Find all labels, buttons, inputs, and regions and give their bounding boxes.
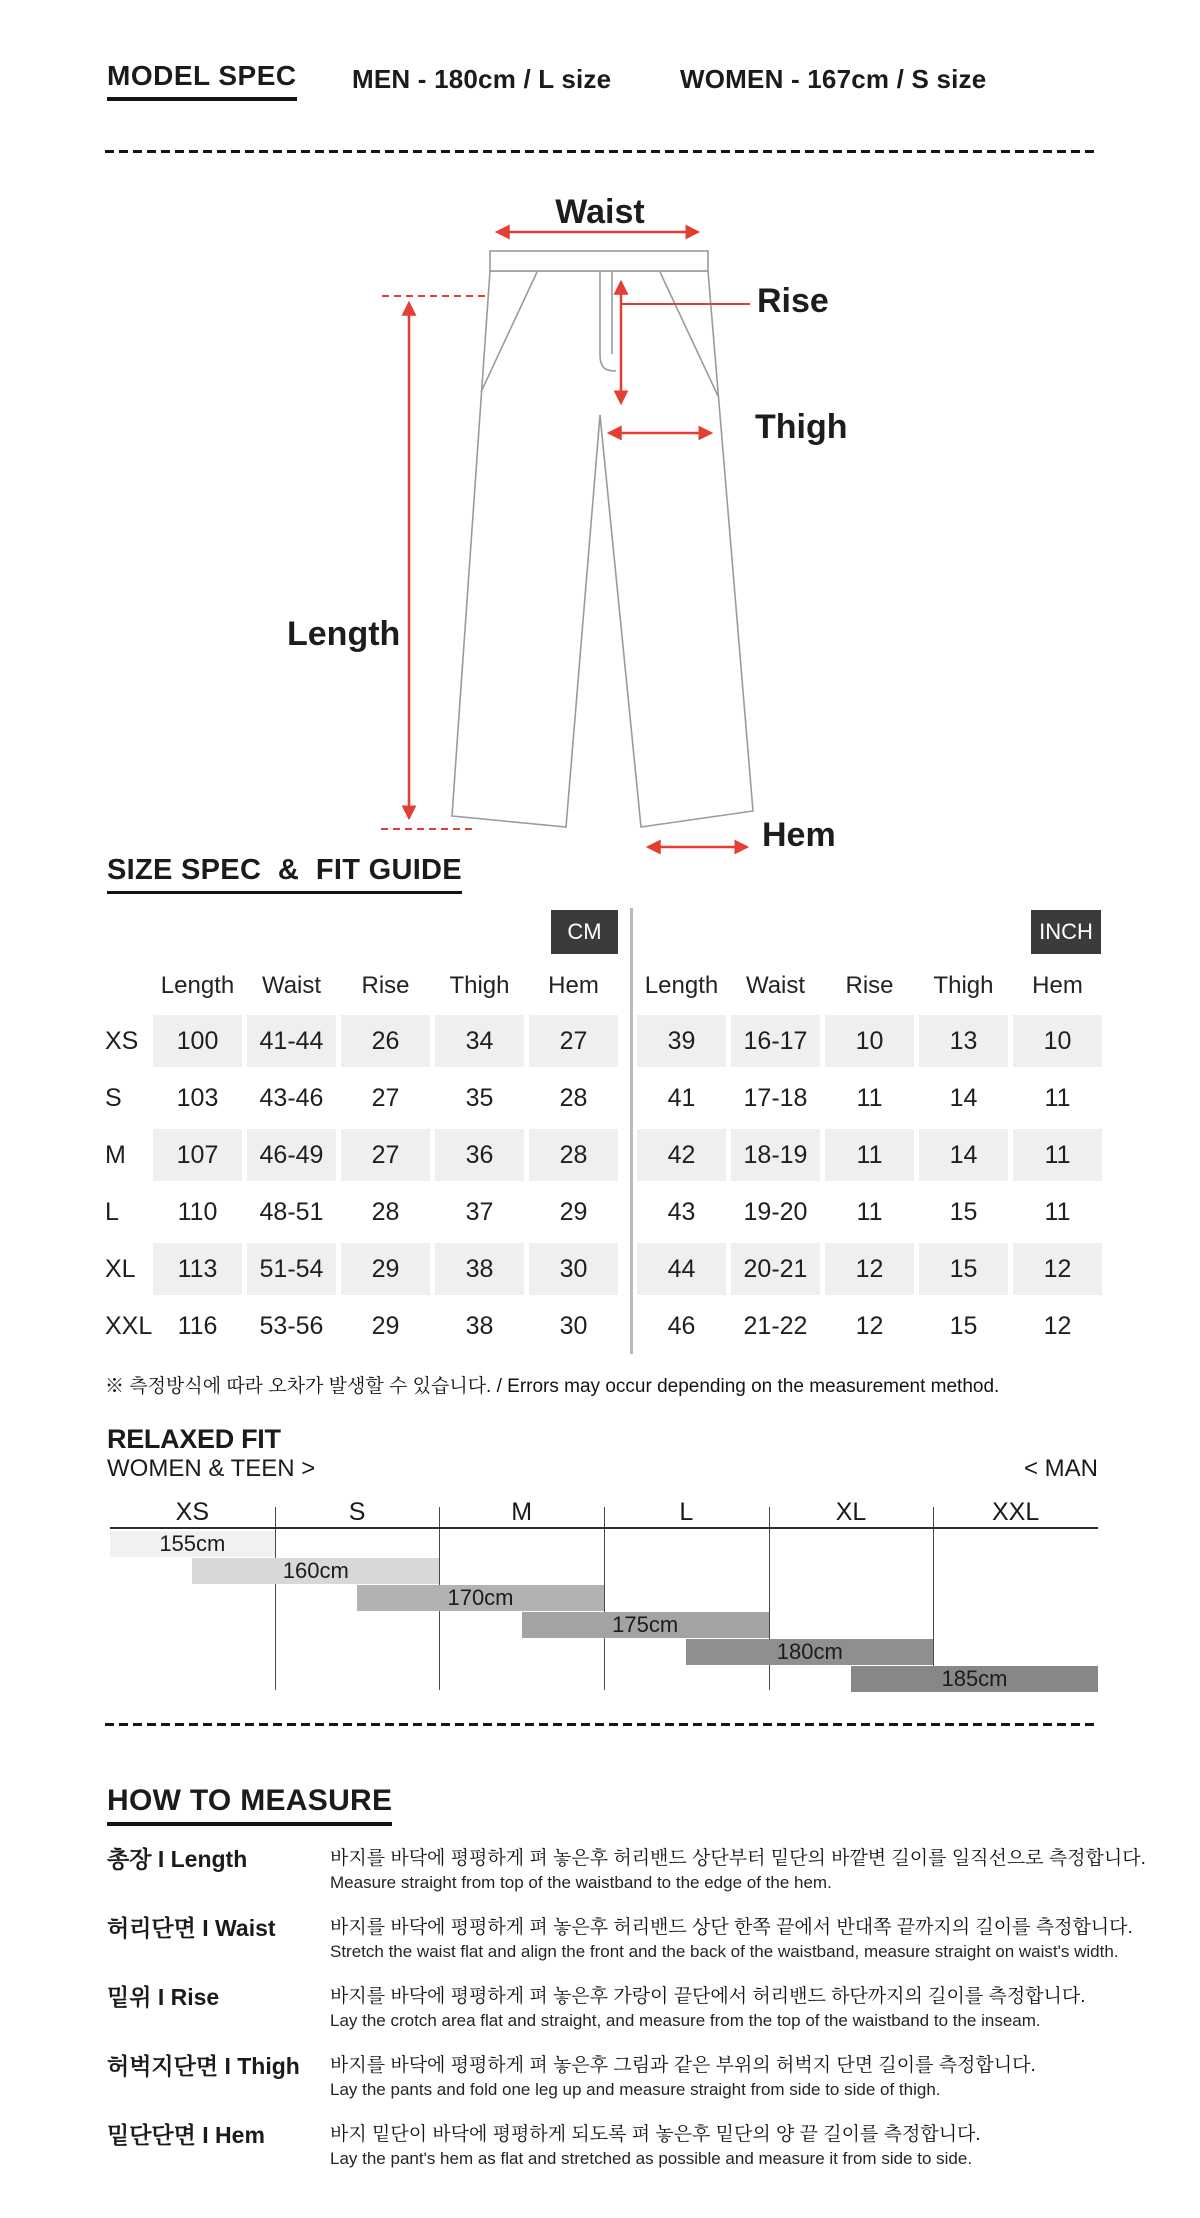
inch-cell: 10 (825, 1015, 914, 1067)
cm-cell: 30 (559, 1311, 588, 1340)
inch-cell: 17-18 (743, 1083, 808, 1112)
cm-cell: 116 (177, 1311, 218, 1340)
size-row-label: S (105, 1083, 122, 1112)
cm-cell: 28 (529, 1129, 618, 1181)
inch-cell: 15 (949, 1197, 978, 1226)
how-to-measure-title: HOW TO MEASURE (107, 1784, 392, 1826)
inch-cell: 13 (919, 1015, 1008, 1067)
inch-cell: 11 (825, 1129, 914, 1181)
cm-cell: 29 (559, 1197, 588, 1226)
cm-cell: 34 (435, 1015, 524, 1067)
measure-row-label: 허벅지단면 I Thigh (107, 2053, 300, 2079)
cm-cell: 28 (371, 1197, 400, 1226)
cm-cell: 100 (153, 1015, 242, 1067)
cm-cell: 35 (465, 1083, 494, 1112)
model-spec-women: WOMEN - 167cm / S size (680, 64, 987, 94)
inch-cell: 18-19 (731, 1129, 820, 1181)
inch-cell: 42 (637, 1129, 726, 1181)
cm-cell: 27 (529, 1015, 618, 1067)
inch-cell: 16-17 (731, 1015, 820, 1067)
chart-bar-value: 170cm (447, 1585, 514, 1610)
inch-cell: 43 (667, 1197, 696, 1226)
chart-bar (110, 1531, 275, 1557)
measure-row-korean: 바지를 바닥에 평평하게 펴 놓은후 가랑이 끝단에서 허리밴드 하단까지의 길이를 측정합니다. (330, 1986, 1086, 2007)
pants-legs-outline (452, 271, 753, 827)
chart-bar (851, 1666, 1098, 1692)
length-label: Length (287, 615, 401, 653)
pants-diagram (0, 0, 1200, 880)
cm-cell: 37 (465, 1197, 494, 1226)
chart-bar (522, 1612, 769, 1638)
inch-cell: 15 (919, 1243, 1008, 1295)
size-row-label: L (105, 1197, 119, 1226)
inch-cell: 11 (1013, 1129, 1102, 1181)
inch-cell: 14 (949, 1083, 978, 1112)
waist-label: Waist (555, 193, 645, 231)
chart-bar (686, 1639, 933, 1665)
measure-row-english: Lay the pant's hem as flat and stretched as possible and measure it from side to side. (330, 2149, 973, 2168)
inch-column-header: Length (644, 972, 719, 999)
chart-axis-line (110, 1527, 1098, 1529)
cm-column-header: Thigh (449, 972, 510, 999)
cm-cell: 46-49 (247, 1129, 336, 1181)
chart-bar-value: 155cm (159, 1531, 226, 1556)
inch-cell: 44 (637, 1243, 726, 1295)
cm-cell: 103 (176, 1083, 219, 1112)
cm-cell: 30 (529, 1243, 618, 1295)
cm-badge: CM (551, 910, 618, 954)
inch-column-header: Rise (845, 972, 894, 999)
inch-cell: 39 (637, 1015, 726, 1067)
size-row-label: XXL (105, 1311, 153, 1340)
cm-cell: 48-51 (259, 1197, 324, 1226)
inch-cell: 46 (667, 1311, 696, 1340)
inch-column-header: Thigh (933, 972, 994, 999)
inch-cell: 12 (855, 1311, 884, 1340)
cm-cell: 29 (371, 1311, 400, 1340)
measure-row-english: Lay the crotch area flat and straight, and measure from the top of the waistband to the inseam. (330, 2011, 1041, 2030)
cm-cell: 28 (559, 1083, 588, 1112)
chart-bar-value: 160cm (282, 1558, 349, 1583)
chart-column-separator (933, 1507, 934, 1690)
measure-row-korean: 바지를 바닥에 평평하게 펴 놓은후 허리밴드 상단부터 밑단의 바깥변 길이를 일직선으로 측정합니다. (330, 1848, 1146, 1869)
inch-cell: 11 (1044, 1083, 1071, 1112)
cm-cell: 53-56 (259, 1311, 324, 1340)
cm-column-header: Rise (361, 972, 410, 999)
chart-column-separator (604, 1507, 605, 1690)
model-spec-men: MEN - 180cm / L size (352, 64, 612, 94)
cm-column-header: Length (160, 972, 235, 999)
cm-cell: 29 (341, 1243, 430, 1295)
thigh-label: Thigh (755, 408, 848, 446)
measure-row-label: 밑위 I Rise (107, 1984, 220, 2010)
size-row-label: XL (105, 1254, 136, 1283)
inch-cell: 11 (856, 1197, 883, 1226)
inch-column-header: Waist (745, 972, 806, 999)
dashed-divider-bottom (105, 1723, 1098, 1726)
chart-size-label: L (679, 1498, 694, 1526)
cm-cell: 43-46 (259, 1083, 324, 1112)
inch-cell: 21-22 (743, 1311, 808, 1340)
measure-row-label: 허리단면 I Waist (107, 1915, 276, 1941)
inch-cell: 12 (1013, 1243, 1102, 1295)
cm-column-header: Hem (548, 972, 599, 999)
cm-cell: 51-54 (247, 1243, 336, 1295)
chart-size-label: XL (835, 1498, 867, 1526)
measure-row-english: Stretch the waist flat and align the front and the back of the waistband, measure straight on waist's width. (330, 1942, 1119, 1961)
chart-column-separator (275, 1507, 276, 1690)
cm-cell: 110 (177, 1197, 218, 1226)
chart-bar-value: 175cm (612, 1612, 679, 1637)
measurement-note: ※ 측정방식에 따라 오차가 발생할 수 있습니다. / Errors may occur depending on the measurement method. (105, 1376, 1000, 1397)
chart-bar (357, 1585, 604, 1611)
cm-cell: 27 (341, 1129, 430, 1181)
chart-size-label: S (348, 1498, 366, 1526)
size-row-label: M (105, 1140, 126, 1169)
rise-label: Rise (757, 282, 829, 320)
cm-cell: 27 (371, 1083, 400, 1112)
inch-cell: 10 (1013, 1015, 1102, 1067)
inch-cell: 15 (949, 1311, 978, 1340)
cm-cell: 41-44 (247, 1015, 336, 1067)
table-divider (630, 908, 633, 1354)
cm-cell: 113 (153, 1243, 242, 1295)
measure-row-korean: 바지를 바닥에 평평하게 펴 놓은후 허리밴드 상단 한쪽 끝에서 반대쪽 끝까지의 길이를 측정합니다. (330, 1917, 1133, 1938)
model-spec-title: MODEL SPEC (107, 60, 297, 101)
cm-cell: 26 (341, 1015, 430, 1067)
chart-bar-value: 185cm (941, 1666, 1008, 1691)
hem-label: Hem (762, 816, 836, 854)
fit-guide-women-teen-label: WOMEN & TEEN > (107, 1455, 316, 1482)
chart-size-label: XXL (992, 1498, 1040, 1526)
cm-cell: 36 (435, 1129, 524, 1181)
measure-row-label: 총장 I Length (107, 1846, 248, 1872)
measure-row-english: Measure straight from top of the waistband to the edge of the hem. (330, 1873, 832, 1892)
chart-size-label: XS (175, 1498, 210, 1526)
measure-row-english: Lay the pants and fold one leg up and measure straight from side to side of thigh. (330, 2080, 941, 2099)
fit-guide-man-label: < MAN (1023, 1455, 1098, 1482)
chart-size-label: M (511, 1498, 533, 1526)
cm-cell: 38 (435, 1243, 524, 1295)
cm-cell: 38 (465, 1311, 494, 1340)
inch-cell: 20-21 (731, 1243, 820, 1295)
fit-guide-title: RELAXED FIT (107, 1424, 281, 1454)
cm-column-header: Waist (261, 972, 322, 999)
pants-waistband (490, 251, 708, 271)
chart-bar (192, 1558, 439, 1584)
inch-cell: 11 (1044, 1197, 1071, 1226)
inch-cell: 12 (825, 1243, 914, 1295)
inch-badge: INCH (1031, 910, 1101, 954)
cm-cell: 107 (153, 1129, 242, 1181)
inch-cell: 19-20 (743, 1197, 808, 1226)
inch-cell: 14 (919, 1129, 1008, 1181)
measure-row-label: 밑단단면 I Hem (107, 2122, 265, 2148)
inch-cell: 11 (856, 1083, 883, 1112)
chart-bar-value: 180cm (776, 1639, 843, 1664)
inch-cell: 12 (1043, 1311, 1072, 1340)
inch-cell: 41 (667, 1083, 696, 1112)
measure-row-korean: 바지 밑단이 바닥에 평평하게 되도록 펴 놓은후 밑단의 양 끝 길이를 측정합니다. (330, 2124, 981, 2145)
measure-row-korean: 바지를 바닥에 평평하게 펴 놓은후 그림과 같은 부위의 허벅지 단면 길이를 측정합니다. (330, 2055, 1036, 2076)
size-row-label: XS (105, 1026, 139, 1055)
inch-column-header: Hem (1032, 972, 1083, 999)
size-spec-title: SIZE SPEC & FIT GUIDE (107, 854, 462, 894)
